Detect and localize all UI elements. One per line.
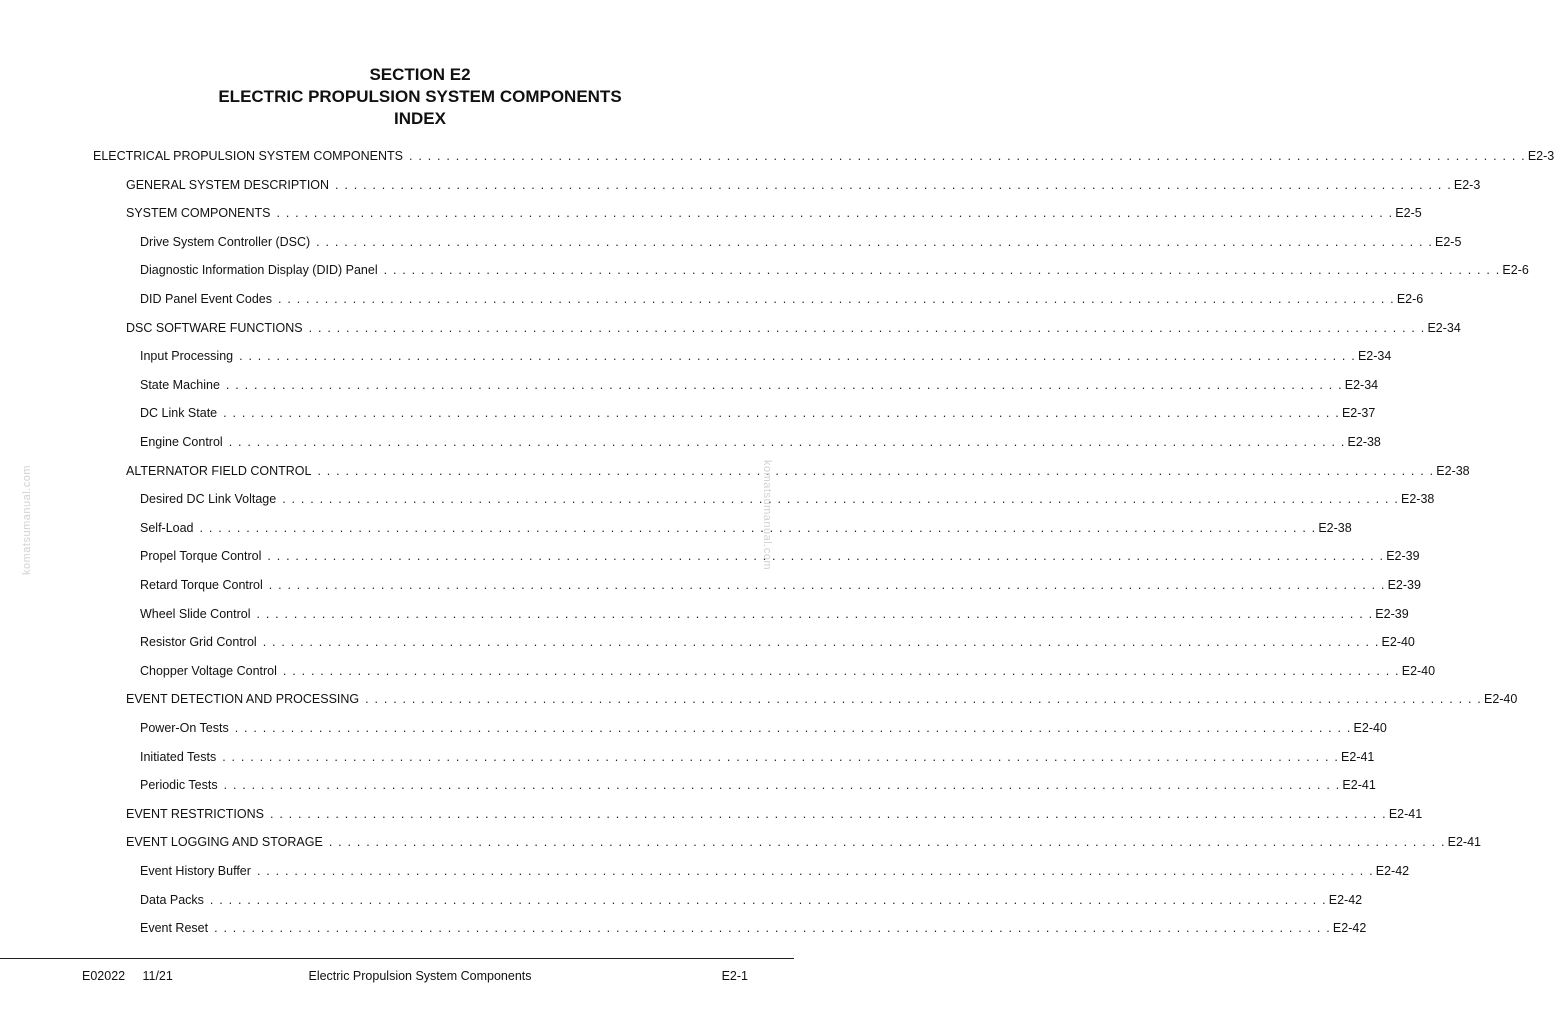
toc-entry-label: DID Panel Event Codes (140, 292, 273, 306)
toc-entry-page: E2-41 (1342, 778, 1376, 793)
toc-leader-dots: . . . . . . . . . . . . . . . . . . . . . . . . . . . . . . . . . . . . . . . . . . . . . . . . . . . . . . . . . . . . . . . . . . . . . . . . . . . . . . . . . . . . . . . . . . . . . . . . . . . . . . . . . . . . . . . . . . . . . . . . (335, 177, 1452, 192)
toc-entry-page: E2-38 (1436, 463, 1470, 478)
toc-entry-label: Drive System Controller (DSC) (140, 234, 311, 249)
toc-entry (140, 777, 1376, 793)
toc-leader-dots: . . . . . . . . . . . . . . . . . . . . . . . . . . . . . . . . . . . . . . . . . . . . . . . . . . . . . . . . . . . . . . . . . . . . . . . . . . . . . . . . . . . . . . . . . . . . . . . . . . . . . . . . . . . . . . . . . . . . . . . . (308, 320, 1426, 335)
toc-entry-page: E2-40 (1381, 635, 1415, 650)
toc-entry-page: E2-40 (1353, 721, 1387, 735)
toc-entry (140, 634, 1415, 650)
watermark-right: komatsumanual.com (761, 460, 773, 570)
toc-entry-label: Propel Torque Control (140, 549, 262, 564)
toc-entry-page: E2-42 (1328, 892, 1363, 907)
toc-entry-page: E2-39 (1387, 578, 1421, 592)
toc-leader-dots: . . . . . . . . . . . . . . . . . . . . . . . . . . . . . . . . . . . . . . . . . . . . . . . . . . . . . . . . . . . . . . . . . . . . . . . . . . . . . . . . . . . . . . . . . . . . . . . . . . . . . . . . . . . . . . . . . . . . . . . . (282, 663, 1400, 678)
toc-entry (140, 348, 1392, 364)
toc-entry-label: GENERAL SYSTEM DESCRIPTION (126, 177, 330, 192)
toc-entry-page: E2-6 (1502, 263, 1529, 278)
toc-entry-label: Chopper Voltage Control (140, 663, 277, 678)
toc-entry (140, 520, 1352, 536)
toc-entry (126, 177, 1481, 193)
toc-entry (140, 262, 1529, 278)
toc-entry-page: E2-3 (1527, 149, 1554, 163)
toc-entry-label: Event Reset (140, 921, 209, 936)
toc-leader-dots: . . . . . . . . . . . . . . . . . . . . . . . . . . . . . . . . . . . . . . . . . . . . . . . . . . . . . . . . . . . . . . . . . . . . . . . . . . . . . . . . . . . . . . . . . . . . . . . . . . . . . . . . . . . . . . . . . . . . . . . . (225, 377, 1343, 392)
toc-entry-label: Self-Load (140, 520, 194, 535)
toc-entry-page: E2-38 (1401, 492, 1435, 507)
toc-entry (140, 663, 1436, 679)
toc-entry-page: E2-41 (1341, 749, 1375, 764)
toc-entry-page: E2-42 (1375, 864, 1410, 878)
toc-entry-page: E2-34 (1357, 349, 1392, 364)
toc-entry-label: Diagnostic Information Display (DID) Panel (140, 263, 378, 278)
toc-entry-label: ALTERNATOR FIELD CONTROL (126, 463, 312, 478)
toc-entry-page: E2-34 (1427, 320, 1461, 335)
toc-entry (140, 291, 1424, 307)
toc-entry (140, 920, 1367, 936)
toc-leader-dots: . . . . . . . . . . . . . . . . . . . . . . . . . . . . . . . . . . . . . . . . . . . . . . . . . . . . . . . . . . . . . . . . . . . . . . . . . . . . . . . . . . . . . . . . . . . . . . . . . . . . . . . . . . . . . . . . . . . . . . . . (267, 549, 1385, 564)
toc-leader-dots: . . . . . . . . . . . . . . . . . . . . . . . . . . . . . . . . . . . . . . . . . . . . . . . . . . . . . . . . . . . . . . . . . . . . . . . . . . . . . . . . . . . . . . . . . . . . . . . . . . . . . . . . . . . . . . . . . . . . . . . . (317, 463, 1435, 478)
toc-entry (140, 892, 1363, 908)
toc-entry (140, 577, 1421, 593)
toc-leader-dots: . . . . . . . . . . . . . . . . . . . . . . . . . . . . . . . . . . . . . . . . . . . . . . . . . . . . . . . . . . . . . . . . . . . . . . . . . . . . . . . . . . . . . . . . . . . . . . . . . . . . . . . . . . . . . . . . . . . . . . . . (256, 606, 1374, 621)
toc-entry (126, 691, 1518, 707)
footer-date: 11/21 (142, 969, 173, 983)
toc-entry (140, 434, 1381, 450)
toc-entry-label: Data Packs (140, 892, 204, 907)
toc-entry (140, 606, 1409, 622)
toc-leader-dots: . . . . . . . . . . . . . . . . . . . . . . . . . . . . . . . . . . . . . . . . . . . . . . . . . . . . . . . . . . . . . . . . . . . . . . . . . . . . . . . . . . . . . . . . . . . . . . . . . . . . . . . . . . . . . . . . . . . . . . . . (276, 206, 1394, 221)
toc-entry-label: Resistor Grid Control (140, 635, 257, 650)
toc-entry-page: E2-41 (1388, 806, 1423, 821)
toc-leader-dots: . . . . . . . . . . . . . . . . . . . . . . . . . . . . . . . . . . . . . . . . . . . . . . . . . . . . . . . . . . . . . . . . . . . . . . . . . . . . . . . . . . . . . . . . . . . . . . . . . . . . . . . . . . . . . . . . . . . . . . . . (223, 406, 1340, 421)
toc-entry-label: Event History Buffer (140, 864, 251, 878)
toc-entry-page: E2-42 (1332, 921, 1367, 936)
toc-entry-label: SYSTEM COMPONENTS (126, 206, 271, 221)
toc-leader-dots: . . . . . . . . . . . . . . . . . . . . . . . . . . . . . . . . . . . . . . . . . . . . . . . . . . . . . . . . . . . . . . . . . . . . . . . . . . . . . . . . . . . . . . . . . . . . . . . . . . . . . . . . . . . . . . . . . . . . . . . . (282, 492, 1400, 507)
toc-entry-page: E2-40 (1483, 692, 1518, 707)
toc-entry-page: E2-39 (1375, 606, 1409, 621)
toc-entry-label: ELECTRICAL PROPULSION SYSTEM COMPONENTS (93, 149, 404, 163)
toc-entry (126, 205, 1422, 221)
toc-entry-page: E2-5 (1395, 206, 1422, 221)
toc-leader-dots: . . . . . . . . . . . . . . . . . . . . . . . . . . . . . . . . . . . . . . . . . . . . . . . . . . . . . . . . . . . . . . . . . . . . . . . . . . . . . . . . . . . . . . . . . . . . . . . . . . . . . . . . . . . . . . . . . . . . . . . . (223, 778, 1341, 793)
toc-entry (140, 749, 1375, 765)
toc-entry-page: E2-34 (1344, 377, 1379, 392)
toc-leader-dots: . . . . . . . . . . . . . . . . . . . . . . . . . . . . . . . . . . . . . . . . . . . . . . . . . . . . . . . . . . . . . . . . . . . . . . . . . . . . . . . . . . . . . . . . . . . . . . . . . . . . . . . . . . . . . . . . . . . . . . . . (316, 234, 1433, 249)
toc-entry (140, 405, 1376, 421)
index-heading: INDEX (394, 109, 446, 128)
toc-entry-label: Retard Torque Control (140, 578, 263, 592)
toc-entry-label: EVENT LOGGING AND STORAGE (126, 835, 323, 850)
toc-leader-dots: . . . . . . . . . . . . . . . . . . . . . . . . . . . . . . . . . . . . . . . . . . . . . . . . . . . . . . . . . . . . . . . . . . . . . . . . . . . . . . . . . . . . . . . . . . . . . . . . . . . . . . . . . . . . . . . . . . . . . . . . (209, 892, 1327, 907)
toc-entry (140, 377, 1379, 393)
toc-entry-page: E2-38 (1347, 435, 1381, 449)
toc-leader-dots: . . . . . . . . . . . . . . . . . . . . . . . . . . . . . . . . . . . . . . . . . . . . . . . . . . . . . . . . . . . . . . . . . . . . . . . . . . . . . . . . . . . . . . . . . . . . . . . . . . . . . . . . . . . . . . . . . . . . . . . . (268, 578, 1386, 592)
footer-page-number: E2-1 (721, 969, 748, 983)
toc-leader-dots: . . . . . . . . . . . . . . . . . . . . . . . . . . . . . . . . . . . . . . . . . . . . . . . . . . . . . . . . . . . . . . . . . . . . . . . . . . . . . . . . . . . . . . . . . . . . . . . . . . . . . . . . . . . . . . . . . . . . . . . . (278, 292, 1395, 306)
toc-entry-page: E2-38 (1318, 520, 1352, 535)
toc-entry-page: E2-40 (1401, 663, 1436, 678)
toc-entry (140, 491, 1435, 507)
section-title: ELECTRIC PROPULSION SYSTEM COMPONENTS (218, 87, 622, 106)
toc-leader-dots: . . . . . . . . . . . . . . . . . . . . . . . . . . . . . . . . . . . . . . . . . . . . . . . . . . . . . . . . . . . . . . . . . . . . . . . . . . . . . . . . . . . . . . . . . . . . . . . . . . . . . . . . . . . . . . . . . . . . . . . . (228, 435, 1346, 449)
toc-entry (126, 834, 1481, 850)
watermark-left: komatsumanual.com (21, 465, 33, 575)
toc-entry-page: E2-3 (1453, 177, 1481, 192)
toc-entry-label: EVENT RESTRICTIONS (126, 806, 264, 821)
toc-entry (140, 234, 1462, 250)
toc-leader-dots: . . . . . . . . . . . . . . . . . . . . . . . . . . . . . . . . . . . . . . . . . . . . . . . . . . . . . . . . . . . . . . . . . . . . . . . . . . . . . . . . . . . . . . . . . . . . . . . . . . . . . . . . . . . . . . . . . . . . . . . . (365, 692, 1482, 707)
toc-entry (126, 463, 1470, 479)
toc-entry-page: E2-5 (1435, 234, 1462, 249)
footer-title: Electric Propulsion System Components (308, 969, 532, 983)
toc-entry-label: Initiated Tests (140, 749, 217, 764)
footer-divider (0, 958, 794, 959)
section-number: SECTION E2 (369, 65, 471, 84)
toc-entry-label: Desired DC Link Voltage (140, 492, 277, 507)
toc-entry-label: DC Link State (140, 406, 218, 421)
toc-entry-page: E2-6 (1396, 292, 1424, 306)
toc-entry-label: Power-On Tests (140, 721, 229, 735)
toc-entry-label: Periodic Tests (140, 778, 218, 793)
footer-doc-id: E02022 (82, 969, 126, 983)
toc-entry-page: E2-39 (1386, 549, 1420, 564)
toc-leader-dots: . . . . . . . . . . . . . . . . . . . . . . . . . . . . . . . . . . . . . . . . . . . . . . . . . . . . . . . . . . . . . . . . . . . . . . . . . . . . . . . . . . . . . . . . . . . . . . . . . . . . . . . . . . . . . . . . . . . . . . . . (328, 835, 1446, 850)
toc-entry-label: DSC SOFTWARE FUNCTIONS (126, 320, 303, 335)
toc-entry (126, 320, 1461, 336)
toc-entry-label: Input Processing (140, 349, 234, 364)
toc-leader-dots: . . . . . . . . . . . . . . . . . . . . . . . . . . . . . . . . . . . . . . . . . . . . . . . . . . . . . . . . . . . . . . . . . . . . . . . . . . . . . . . . . . . . . . . . . . . . . . . . . . . . . . . . . . . . . . . . . . . . . . . . (269, 806, 1387, 821)
toc-entry (140, 863, 1410, 879)
toc-entry-page: E2-37 (1341, 406, 1376, 421)
toc-leader-dots: . . . . . . . . . . . . . . . . . . . . . . . . . . . . . . . . . . . . . . . . . . . . . . . . . . . . . . . . . . . . . . . . . . . . . . . . . . . . . . . . . . . . . . . . . . . . . . . . . . . . . . . . . . . . . . . . . . . . . . . . (262, 635, 1380, 650)
toc-leader-dots: . . . . . . . . . . . . . . . . . . . . . . . . . . . . . . . . . . . . . . . . . . . . . . . . . . . . . . . . . . . . . . . . . . . . . . . . . . . . . . . . . . . . . . . . . . . . . . . . . . . . . . . . . . . . . . . . . . . . . . . . (234, 721, 1352, 735)
toc-leader-dots: . . . . . . . . . . . . . . . . . . . . . . . . . . . . . . . . . . . . . . . . . . . . . . . . . . . . . . . . . . . . . . . . . . . . . . . . . . . . . . . . . . . . . . . . . . . . . . . . . . . . . . . . . . . . . . . . . . . . . . . . (383, 263, 1501, 278)
toc-leader-dots: . . . . . . . . . . . . . . . . . . . . . . . . . . . . . . . . . . . . . . . . . . . . . . . . . . . . . . . . . . . . . . . . . . . . . . . . . . . . . . . . . . . . . . . . . . . . . . . . . . . . . . . . . . . . . . . . . . . . . . . . (239, 349, 1356, 364)
toc-leader-dots: . . . . . . . . . . . . . . . . . . . . . . . . . . . . . . . . . . . . . . . . . . . . . . . . . . . . . . . . . . . . . . . . . . . . . . . . . . . . . . . . . . . . . . . . . . . . . . . . . . . . . . . . . . . . . . . . . . . . . . . . (222, 749, 1340, 764)
toc-leader-dots: . . . . . . . . . . . . . . . . . . . . . . . . . . . . . . . . . . . . . . . . . . . . . . . . . . . . . . . . . . . . . . . . . . . . . . . . . . . . . . . . . . . . . . . . . . . . . . . . . . . . . . . . . . . . . . . . . . . . . . . . (214, 921, 1331, 936)
toc-entry-page: E2-41 (1447, 835, 1481, 850)
toc-leader-dots: . . . . . . . . . . . . . . . . . . . . . . . . . . . . . . . . . . . . . . . . . . . . . . . . . . . . . . . . . . . . . . . . . . . . . . . . . . . . . . . . . . . . . . . . . . . . . . . . . . . . . . . . . . . . . . . . . . . . . . . . (409, 149, 1526, 163)
toc-entry (140, 720, 1387, 736)
toc-entry-label: EVENT DETECTION AND PROCESSING (126, 692, 360, 707)
toc-entry-label: Engine Control (140, 435, 223, 449)
toc-leader-dots: . . . . . . . . . . . . . . . . . . . . . . . . . . . . . . . . . . . . . . . . . . . . . . . . . . . . . . . . . . . . . . . . . . . . . . . . . . . . . . . . . . . . . . . . . . . . . . . . . . . . . . . . . . . . . . . . . . . . . . . . (256, 864, 1374, 878)
toc-entry-label: Wheel Slide Control (140, 606, 251, 621)
toc-entry (140, 548, 1420, 564)
toc-entry-label: State Machine (140, 377, 220, 392)
toc-entry (93, 148, 1554, 164)
page-header (0, 64, 840, 130)
toc-leader-dots: . . . . . . . . . . . . . . . . . . . . . . . . . . . . . . . . . . . . . . . . . . . . . . . . . . . . . . . . . . . . . . . . . . . . . . . . . . . . . . . . . . . . . . . . . . . . . . . . . . . . . . . . . . . . . . . . . . . . . . . . (199, 520, 1317, 535)
toc-entry (126, 806, 1423, 822)
